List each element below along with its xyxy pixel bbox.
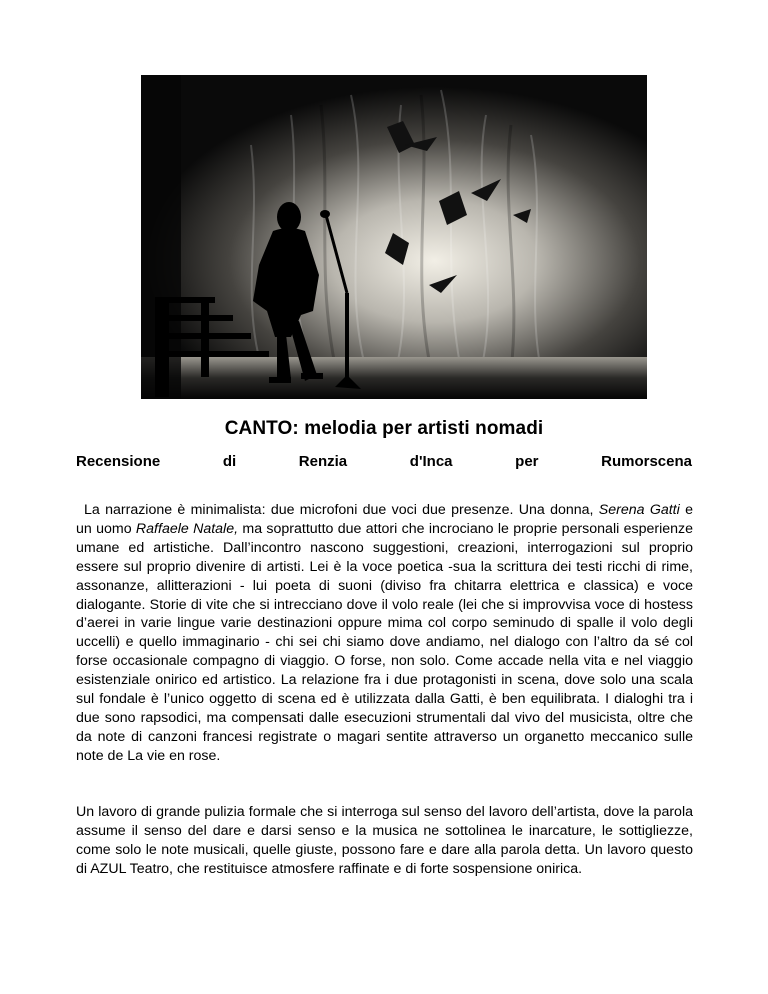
- article-paragraph-2: Un lavoro di grande pulizia formale che si interroga sul senso del lavoro dell’artista, dove la parola assume il senso del dare e darsi senso e la musica ne sottolinea le inarcature, le sottigliezze, come solo le note musicali, quelle giuste, possono fare e dare alla parola detta. Un lavoro questo di AZUL Teatro, che restituisce atmosfere raffinate e di forte sospensione onirica.: [76, 804, 693, 877]
- article-paragraph-1: [76, 501, 693, 766]
- byline-author-first: Renzia: [298, 453, 348, 470]
- article-title: CANTO: melodia per artisti nomadi: [224, 418, 544, 439]
- byline-word: Recensione: [76, 453, 161, 470]
- paragraph-text: ma soprattutto due attori che incrociano le proprie personali esperienze umane ed artistiche. Dall’incontro nascono suggestioni, creazioni, interrogazioni sul proprio essere sul proprio divenire di artisti. Lei è la voce poetica -sua la scrittura dei testi ricchi di rime, assonanze, allitterazioni - lui poeta di suoni (diviso fra chitarra elettrica e classica) e voce dialogante. Storie di vite che si intrecciano dove il volo reale (lei che si improvvisa voce di hostess d’aerei in varie lingue varie destinazioni oppure mima col corpo seminudo di spalle il volo degli uccelli) e quello immaginario - chi sei chi siamo dove andiamo, nel dialogo con l’altro da sé col forse occasionale compagno di viaggio. O forse, non solo. Come accade nella vita e nel viaggio esistenziale onirico ed artistico. La relazione fra i due protagonisti in scena, dove solo una scala sul fondale è l’unico oggetto di scena ed è utilizzata dalla Gatti, è ben equilibrata. I dialoghi tra i due sono rapsodici, ma compensati dalle esecuzioni strumentali dal vivo del musicista, oltre che da note di canzoni francesi registrate o magari sentite attraverso un organetto meccanico sulle note de La vie en rose.: [76, 520, 693, 764]
- stage-floor: [141, 357, 647, 399]
- paragraph-text: e un uomo: [76, 502, 693, 537]
- paragraph-text: La narrazione è minimalista: due microfoni due voci due presenze. Una donna,: [84, 502, 599, 518]
- stage-photo-illustration: [141, 75, 647, 399]
- actor-name-serena-gatti: Serena Gatti: [598, 502, 680, 518]
- actor-name-raffaele-natale: Raffaele Natale,: [135, 520, 239, 537]
- byline-word: di: [222, 453, 237, 470]
- byline-author-last: d'Inca: [409, 453, 453, 470]
- byline-word: per: [515, 453, 539, 470]
- byline-publication: Rumorscena: [601, 453, 692, 470]
- stage-photo: [141, 75, 647, 399]
- byline: [76, 453, 692, 470]
- curtain-backdrop: [141, 75, 647, 375]
